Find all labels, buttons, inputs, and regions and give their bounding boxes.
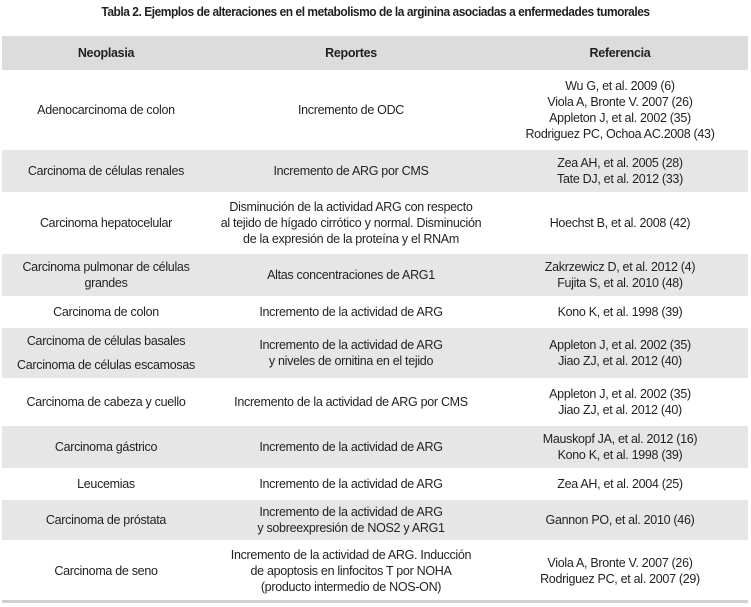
reportes-line: Incremento de ARG por CMS <box>273 164 429 178</box>
reportes-line: Incremento de la actividad de ARG <box>259 305 443 319</box>
reportes-line: y sobreexpresión de NOS2 y ARG1 <box>257 521 445 535</box>
table-row <box>2 327 748 379</box>
table-row <box>2 149 748 193</box>
cell-reportes <box>210 499 492 541</box>
header-reportes: Reportes <box>210 36 492 71</box>
referencia-line: Appleton J, et al. 2002 (35) <box>549 338 691 352</box>
cell-referencia <box>492 499 748 541</box>
cell-reportes <box>210 149 492 193</box>
referencia-line: Wu G, et al. 2009 (6) <box>565 79 675 93</box>
reportes-line: Incremento de ODC <box>297 103 405 117</box>
cell-reportes <box>210 469 492 499</box>
cell-reportes <box>210 327 492 379</box>
arginine-tumor-table <box>2 36 748 603</box>
cell-reportes <box>210 379 492 425</box>
cell-neoplasia <box>2 541 210 601</box>
cell-referencia <box>492 425 748 469</box>
cell-reportes <box>210 71 492 149</box>
header-row <box>2 36 748 71</box>
reportes-line: Incremento de la actividad de ARG. Inducción <box>230 547 472 562</box>
reportes-line: Incremento de la actividad de ARG <box>259 477 443 491</box>
referencia-line: Hoechst B, et al. 2008 (42) <box>549 216 691 230</box>
reportes-line: de la expresión de la proteína y el RNAm <box>243 232 459 246</box>
cell-neoplasia <box>2 327 210 379</box>
referencia-line: Viola A, Bronte V. 2007 (26) <box>547 95 693 109</box>
neoplasia-line: Leucemias <box>77 477 135 491</box>
header-neoplasia: Neoplasia <box>2 36 210 71</box>
cell-neoplasia <box>2 149 210 193</box>
reportes-line: al tejido de hígado cirrótico y normal. Disminución <box>220 216 482 230</box>
cell-reportes <box>210 297 492 327</box>
reportes-line: Disminución de la actividad ARG con respecto <box>229 200 473 214</box>
referencia-line: Tate DJ, et al. 2012 (33) <box>557 172 683 186</box>
cell-referencia <box>492 379 748 425</box>
cell-referencia <box>492 253 748 297</box>
table-row <box>2 253 748 297</box>
referencia-line: Jiao ZJ, et al. 2012 (40) <box>558 403 682 417</box>
cell-neoplasia <box>2 469 210 499</box>
referencia-line: Jiao ZJ, et al. 2012 (40) <box>558 354 682 368</box>
referencia-line: Kono K, et al. 1998 (39) <box>557 305 683 319</box>
cell-referencia <box>492 193 748 253</box>
referencia-line: Zea AH, et al. 2004 (25) <box>557 477 683 491</box>
cell-reportes <box>210 253 492 297</box>
neoplasia-line: Carcinoma pulmonar de células <box>22 260 190 274</box>
header-referencia: Referencia <box>492 36 748 71</box>
referencia-line: Fujita S, et al. 2010 (48) <box>557 276 683 290</box>
neoplasia-line: Carcinoma de seno <box>54 563 158 578</box>
referencia-line: Zakrzewicz D, et al. 2012 (4) <box>544 260 696 274</box>
neoplasia-line: Carcinoma de células escamosas <box>17 358 195 372</box>
cell-reportes <box>210 425 492 469</box>
referencia-line: Kono K, et al. 1998 (39) <box>557 448 683 462</box>
table-row <box>2 469 748 499</box>
cell-reportes <box>210 193 492 253</box>
cell-referencia <box>492 71 748 149</box>
cell-neoplasia <box>2 193 210 253</box>
reportes-line: Incremento de la actividad de ARG <box>259 338 443 352</box>
cell-neoplasia <box>2 253 210 297</box>
neoplasia-line: Carcinoma gástrico <box>54 440 158 454</box>
referencia-line: Zea AH, et al. 2005 (28) <box>557 156 683 170</box>
neoplasia-line: Carcinoma hepatocelular <box>39 216 173 230</box>
neoplasia-line: Carcinoma de próstata <box>45 513 167 527</box>
cell-neoplasia <box>2 297 210 327</box>
cell-referencia <box>492 469 748 499</box>
table-row <box>2 71 748 149</box>
neoplasia-line: grandes <box>84 276 128 290</box>
reportes-line: y niveles de ornitina en el tejido <box>268 354 434 368</box>
neoplasia-line: Carcinoma de células basales <box>26 334 186 348</box>
referencia-line: Rodriguez PC, Ochoa AC.2008 (43) <box>525 127 715 141</box>
cell-neoplasia <box>2 499 210 541</box>
referencia-line: Appleton J, et al. 2002 (35) <box>549 387 691 401</box>
reportes-line: de apoptosis en linfocitos T por NOHA <box>250 563 452 578</box>
reportes-line: Incremento de la actividad de ARG <box>259 505 443 519</box>
table-row <box>2 193 748 253</box>
table-row <box>2 297 748 327</box>
reportes-line: Incremento de la actividad de ARG por CMS <box>234 395 468 409</box>
referencia-line: Viola A, Bronte V. 2007 (26) <box>547 555 693 570</box>
table-title: Tabla 2. Ejemplos de alteraciones en el metabolismo de la arginina asociadas a enfermedades tumorales <box>101 4 650 19</box>
referencia-line: Gannon PO, et al. 2010 (46) <box>545 513 695 527</box>
cell-referencia <box>492 327 748 379</box>
referencia-line: Rodriguez PC, et al. 2007 (29) <box>540 571 700 586</box>
neoplasia-line: Adenocarcinoma de colon <box>37 103 175 117</box>
table-row <box>2 425 748 469</box>
table-row <box>2 499 748 541</box>
cell-neoplasia <box>2 71 210 149</box>
cell-neoplasia <box>2 379 210 425</box>
cell-referencia <box>492 541 748 601</box>
cell-neoplasia <box>2 425 210 469</box>
neoplasia-line: Carcinoma de células renales <box>27 164 185 178</box>
neoplasia-line: Carcinoma de colon <box>53 305 159 319</box>
cell-referencia <box>492 149 748 193</box>
table-row <box>2 379 748 425</box>
reportes-line: Incremento de la actividad de ARG <box>259 440 443 454</box>
reportes-line: (producto intermedio de NOS-ON) <box>260 579 442 594</box>
cell-referencia <box>492 297 748 327</box>
referencia-line: Appleton J, et al. 2002 (35) <box>549 111 691 125</box>
cell-reportes <box>210 541 492 601</box>
reportes-line: Altas concentraciones de ARG1 <box>267 268 435 282</box>
referencia-line: Mauskopf JA, et al. 2012 (16) <box>542 432 698 446</box>
neoplasia-line: Carcinoma de cabeza y cuello <box>26 395 186 409</box>
table-row <box>2 541 748 601</box>
